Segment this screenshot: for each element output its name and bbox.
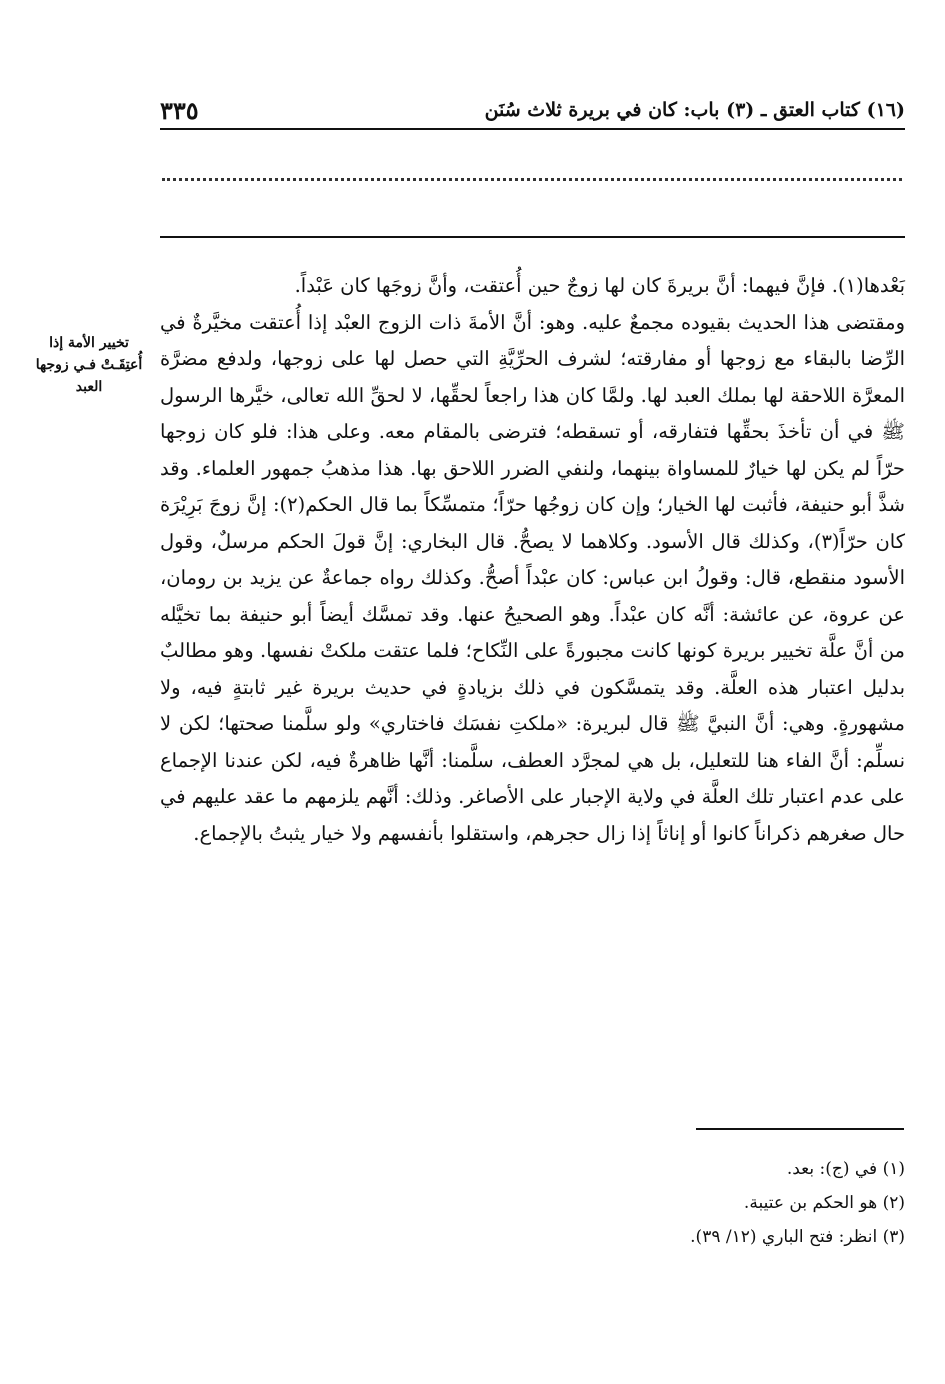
footnote: (٢) هو الحكم بن عتيبة. [743,1193,905,1213]
paragraph: بَعْدها(١). فإنَّ فيهما: أنَّ بريرةَ كان لها زوجٌ حين أُعتقت، وأنَّ زوجَها كان عَبْداً. [294,274,905,297]
dotted-separator [162,178,902,181]
footnotes [300,1152,905,1254]
page-header [160,92,905,130]
footnote-separator [696,1128,904,1130]
running-title: (١٦) كتاب العتق ـ (٣) باب: كان في بريرة ثلاث سُنَن [484,99,905,121]
margin-note: تخيير الأمة إذا أُعتِقَـتْ فـي زوجها العبد [35,335,143,395]
paragraph: ومقتضى هذا الحديث بقيوده مجمعٌ عليه. وهو: أنَّ الأمةَ ذات الزوج العبْد إذا أُعتقت مخيَّرةٌ في الرِّضا بالبقاء مع زوجها أو مفارقته؛ لشرف الحرِّيَّةِ التي حصل لها على زوجها، ولدفع مضرَّة المعرَّة اللاحقة لها بملك العبد لها. ولمَّا كان هذا راجعاً لحقِّها، لا لحقِّ الله تعالى، خيَّرها الرسول ﷺ في أن تأخذَ بحقِّها فتفارقه، أو تسقطه؛ فترضى بالمقام معه. وعلى هذا: فلو كان زوجها حرّاً لم يكن لها خيارٌ للمساواة بينهما، ولنفي الضرر اللاحق بها. هذا مذهبُ جمهور العلماء. وقد شذَّ أبو حنيفة، فأثبت لها الخيار؛ وإن كان زوجُها حرّاً؛ متمسِّكاً بما قال الحكم(٢): إنَّ زوجَ بَرِيْرَة كان حرّاً(٣)، وكذلك قال الأسود. وكلاهما لا يصحُّ. قال البخاري: إنَّ قولَ الحكم مرسلٌ، وقول الأسود منقطع، قال: وقولُ ابن عباس: كان عبْداً أصحُّ. وكذلك رواه جماعةٌ عن يزيد بن رومان، عن عروة، عن عائشة: أنَّه كان عبْداً. وهو الصحيحُ عنها. وقد تمسَّك أيضاً أبو حنيفة بما تخيَّله من أنَّ علَّة تخيير بريرة كونها كانت مجبورةً على النِّكاح؛ فلما عتقت ملكتْ نفسها. وهو مطالبٌ بدليل اعتبار هذه العلَّة. وقد يتمسَّكون في ذلك بزيادةٍ في حديث بريرة غير ثابتةٍ فيه، ولا مشهورةٍ. وهي: أنَّ النبيَّ ﷺ قال لبريرة: «ملكتِ نفسَك فاختاري» ولو سلَّمنا صحتها؛ لكن لا نسلِّم: أنَّ الفاء هنا للتعليل، بل هي لمجرَّد العطف، سلَّمنا: أنَّها ظاهرةٌ فيه، لكن عندنا الإجماع على عدم اعتبار تلك العلَّة في ولاية الإجبار على الأصاغر. وذلك: أنَّهم يلزمهم ما عقد عليهم في حال صغرهم ذكراناً كانوا أو إناثاً إذا زال حجرهم، واستقلوا بأنفسهم ولا خيار يثبتُ بالإجماع. [160,310,905,845]
main-text [160,268,905,852]
page-number: ٣٣٥ [160,95,199,125]
footnote: (٣) انظر: فتح الباري (١٢/ ٣٩). [690,1227,905,1247]
footnote: (١) في (ج): بعد. [786,1159,905,1179]
horizontal-rule [160,236,905,238]
